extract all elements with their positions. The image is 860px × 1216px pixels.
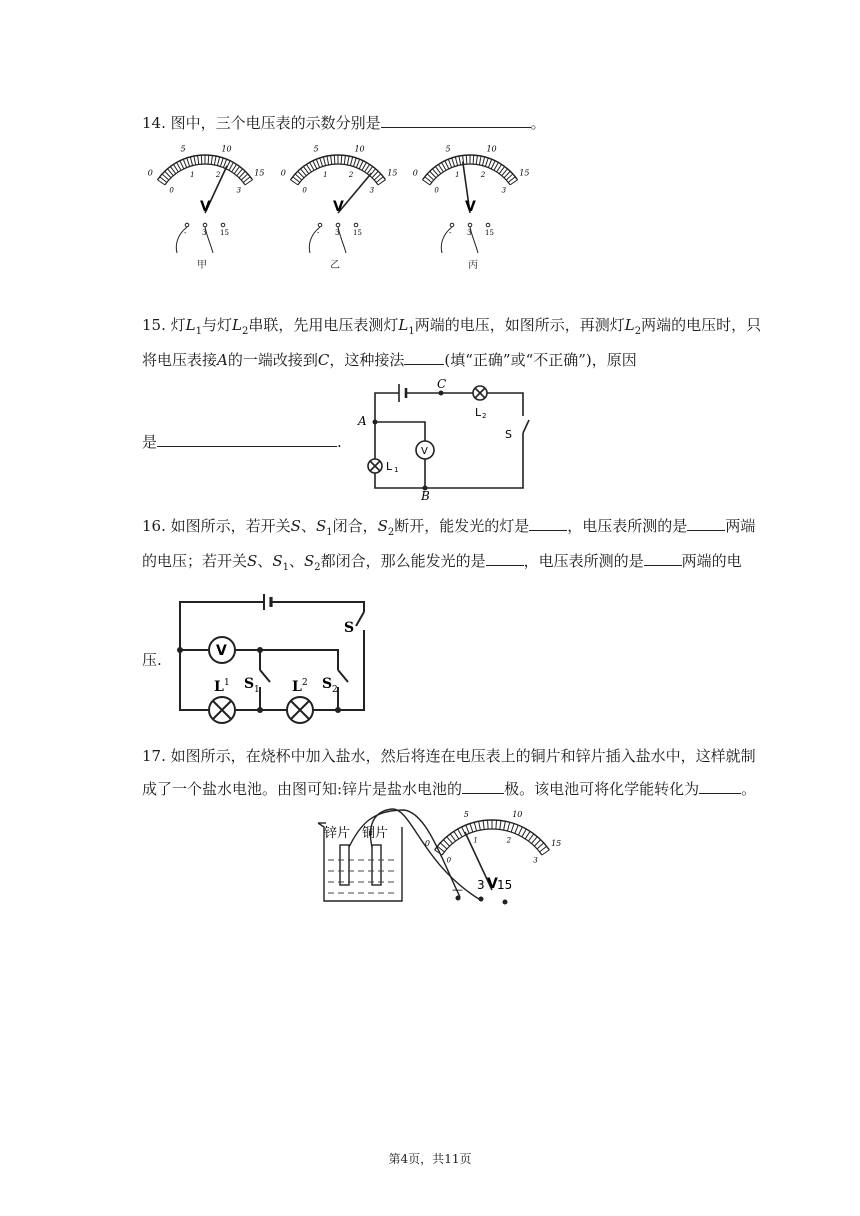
terminal-label: 3: [467, 229, 472, 237]
scale-bottom-label: 0: [446, 856, 452, 865]
node-label-b: B: [421, 489, 430, 503]
scale-top-label: 0: [147, 168, 153, 178]
scale-bottom-label: 1: [323, 171, 328, 180]
salt-water-battery-figure: [312, 805, 562, 910]
caption-jia: 甲: [197, 260, 207, 271]
scale-top-label: 15: [254, 168, 265, 178]
circuit-diagram-q16: [172, 590, 382, 720]
svg-text:2: 2: [302, 678, 308, 688]
scale-bottom-label: 0: [169, 186, 174, 195]
svg-text:2: 2: [482, 412, 487, 420]
node-label-a: A: [358, 414, 367, 428]
terminal-label: -: [317, 229, 320, 237]
question-15-line3: 是 .: [142, 433, 342, 451]
question-16-line1: 16. 如图所示，若开关S、$S_1$闭合，$S_2$断开，能发光的灯是 ，电压表所测的是 两端: [142, 517, 756, 538]
voltmeter-17: [425, 810, 561, 892]
voltmeter-figures: [140, 145, 560, 270]
switch-label-s: S: [344, 620, 355, 636]
question-16-line2: 的电压；若开关S、$S_1$、$S_2$都闭合，那么能发光的是 ，电压表所测的是 两端的电: [142, 552, 742, 573]
answer-blank[interactable]: [381, 113, 531, 128]
terminal-3: 3: [477, 878, 485, 892]
lamp-label-l1: L: [214, 679, 224, 695]
scale-top-label: 5: [180, 144, 186, 154]
node-label-c: C: [437, 377, 447, 391]
scale-bottom-label: 1: [190, 171, 195, 180]
answer-blank[interactable]: [687, 516, 725, 531]
voltmeter-label: V: [216, 643, 227, 659]
scale-bottom-label: 3: [533, 856, 538, 865]
unit-label: V: [333, 199, 344, 215]
question-16-line3: 压.: [142, 651, 162, 669]
svg-text:1: 1: [224, 678, 230, 688]
scale-top-label: 15: [551, 838, 562, 848]
scale-bottom-label: 2: [480, 171, 486, 180]
unit-label: V: [465, 199, 476, 215]
svg-text:1: 1: [394, 466, 399, 474]
scale-bottom-label: 3: [501, 186, 507, 195]
scale-top-label: 10: [221, 144, 232, 154]
svg-text:2: 2: [332, 685, 338, 695]
terminal-15: 15: [497, 878, 513, 892]
scale-bottom-label: 0: [302, 186, 307, 195]
voltmeter-label: V: [421, 446, 428, 457]
answer-blank[interactable]: [529, 516, 567, 531]
question-15-line1: 15. 灯$L_1$与灯$L_2$串联，先用电压表测灯$L_1$两端的电压，如图所示，再测灯$L_2$两端的电压时，只: [142, 316, 762, 337]
answer-blank[interactable]: [462, 779, 504, 794]
voltmeter-jia: [148, 144, 265, 253]
question-17-line1: 17. 如图所示，在烧杯中加入盐水，然后将连在电压表上的铜片和锌片插入盐水中，这样就制: [142, 747, 756, 765]
scale-bottom-label: 3: [369, 186, 375, 195]
answer-blank[interactable]: [699, 779, 741, 794]
question-17-line2: 成了一个盐水电池。由图可知:锌片是盐水电池的 极。该电池可将化学能转化为 。: [142, 780, 757, 798]
terminal-label: 3: [335, 229, 340, 237]
scale-bottom-label: 2: [215, 171, 221, 180]
caption-bing: 丙: [468, 260, 478, 271]
scale-top-label: 10: [486, 144, 497, 154]
question-15-line2: 将电压表接A的一端改接到C，这种接法 (填“正确”或“不正确”)，原因: [142, 351, 637, 369]
scale-top-label: 0: [280, 168, 286, 178]
terminal-label: 15: [485, 229, 494, 237]
scale-top-label: 15: [387, 168, 398, 178]
scale-top-label: 15: [519, 168, 530, 178]
scale-bottom-label: 1: [473, 836, 478, 845]
lamp-label-l1: L: [386, 460, 393, 473]
scale-top-label: 0: [424, 838, 431, 848]
lamp-label-l2: L: [475, 406, 482, 419]
terminal-label: -: [184, 229, 187, 237]
answer-blank[interactable]: [644, 551, 682, 566]
scale-top-label: 0: [412, 168, 418, 178]
terminal-label: 15: [220, 229, 229, 237]
copper-label: 铜片: [362, 826, 389, 841]
scale-top-label: 5: [313, 144, 319, 154]
scale-top-label: 5: [445, 144, 451, 154]
terminal-label: 3: [202, 229, 207, 237]
voltmeter-bing: [413, 144, 530, 253]
voltmeter-yi: [281, 144, 398, 253]
switch-label-s: S: [505, 428, 512, 441]
switch-label-s1: S: [244, 676, 255, 692]
scale-top-label: 5: [463, 809, 469, 819]
terminal-minus: —: [452, 883, 463, 896]
scale-bottom-label: 3: [236, 186, 242, 195]
scale-top-label: 10: [354, 144, 365, 154]
caption-yi: 乙: [330, 260, 340, 271]
scale-bottom-label: 2: [506, 836, 512, 845]
scale-top-label: 10: [512, 809, 523, 819]
page-footer: 第4页，共11页: [388, 1152, 472, 1166]
answer-blank[interactable]: [404, 350, 444, 365]
terminal-label: 15: [353, 229, 362, 237]
unit-label: V: [200, 199, 211, 215]
scale-bottom-label: 1: [455, 171, 460, 180]
svg-text:1: 1: [254, 685, 260, 695]
zinc-label: 锌片: [324, 826, 351, 841]
unit-label: V: [487, 876, 498, 892]
terminal-label: -: [449, 229, 452, 237]
answer-blank[interactable]: [157, 432, 337, 447]
scale-bottom-label: 0: [434, 186, 439, 195]
circuit-diagram-q15: [355, 378, 535, 503]
scale-bottom-label: 2: [348, 171, 354, 180]
answer-blank[interactable]: [486, 551, 524, 566]
switch-label-s2: S: [322, 676, 333, 692]
lamp-label-l2: L: [292, 679, 302, 695]
question-14: 14. 图中，三个电压表的示数分别是 。: [142, 114, 546, 132]
